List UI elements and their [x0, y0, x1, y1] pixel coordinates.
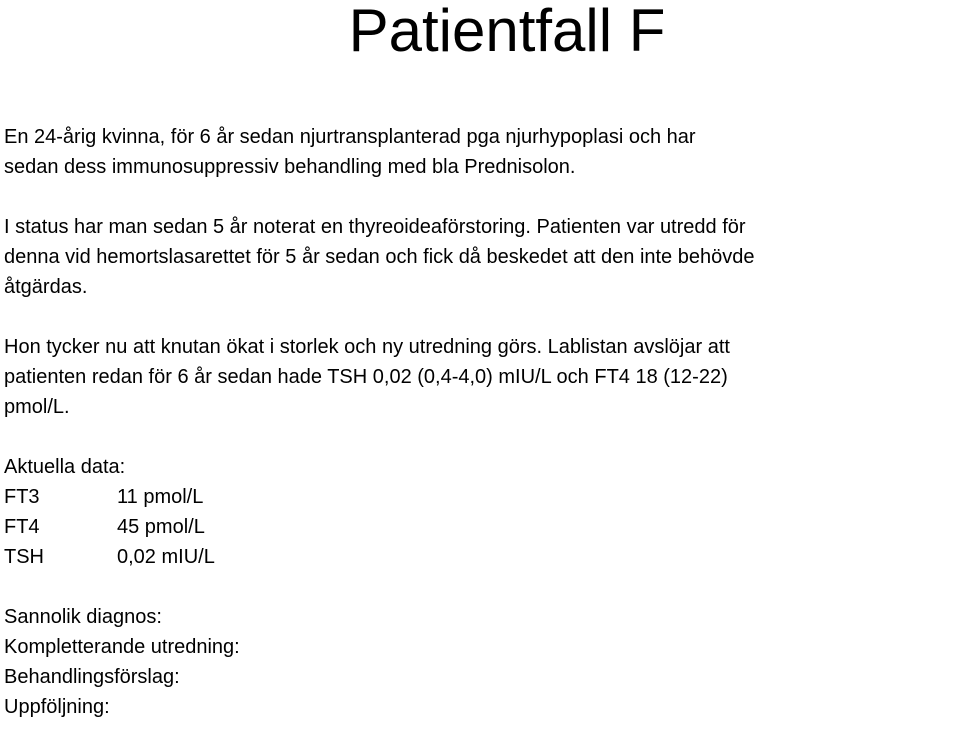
paragraph-status — [4, 212, 960, 302]
text-line: I status har man sedan 5 år noterat en thyreoideaförstoring. Patienten var utredd för — [4, 216, 746, 238]
lab-name: FT4 — [4, 516, 40, 538]
text-line: sedan dess immunosuppressiv behandling med bla Prednisolon. — [4, 156, 576, 178]
lab-name: FT3 — [4, 486, 40, 508]
text-line: patienten redan för 6 år sedan hade TSH 0,02 (0,4-4,0) mIU/L och FT4 18 (12-22) — [4, 366, 728, 388]
lab-row-ft4 — [4, 512, 960, 542]
text-line: åtgärdas. — [4, 276, 88, 298]
lab-row-tsh — [4, 542, 960, 572]
case-description — [4, 122, 960, 722]
text-line: En 24-årig kvinna, för 6 år sedan njurtransplanterad pga njurhypoplasi och har — [4, 126, 696, 148]
lab-name: TSH — [4, 546, 44, 568]
case-questions — [4, 602, 960, 722]
lab-value: 0,02 mIU/L — [117, 546, 215, 568]
page-title: Patientfall F — [348, 0, 666, 64]
paragraph-background — [4, 122, 960, 182]
question-diagnosis: Sannolik diagnos: — [4, 606, 162, 628]
question-treatment: Behandlingsförslag: — [4, 666, 180, 688]
paragraph-new-workup — [4, 332, 960, 422]
question-workup: Kompletterande utredning: — [4, 636, 240, 658]
current-lab-data — [4, 452, 960, 572]
lab-data-heading: Aktuella data: — [4, 456, 126, 478]
question-followup: Uppföljning: — [4, 696, 110, 718]
text-line: pmol/L. — [4, 396, 70, 418]
text-line: Hon tycker nu att knutan ökat i storlek och ny utredning görs. Lablistan avslöjar att — [4, 336, 730, 358]
lab-row-ft3 — [4, 482, 960, 512]
text-line: denna vid hemortslasarettet för 5 år sedan och fick då beskedet att den inte behövde — [4, 246, 755, 268]
lab-value: 45 pmol/L — [117, 516, 205, 538]
lab-value: 11 pmol/L — [117, 486, 204, 508]
